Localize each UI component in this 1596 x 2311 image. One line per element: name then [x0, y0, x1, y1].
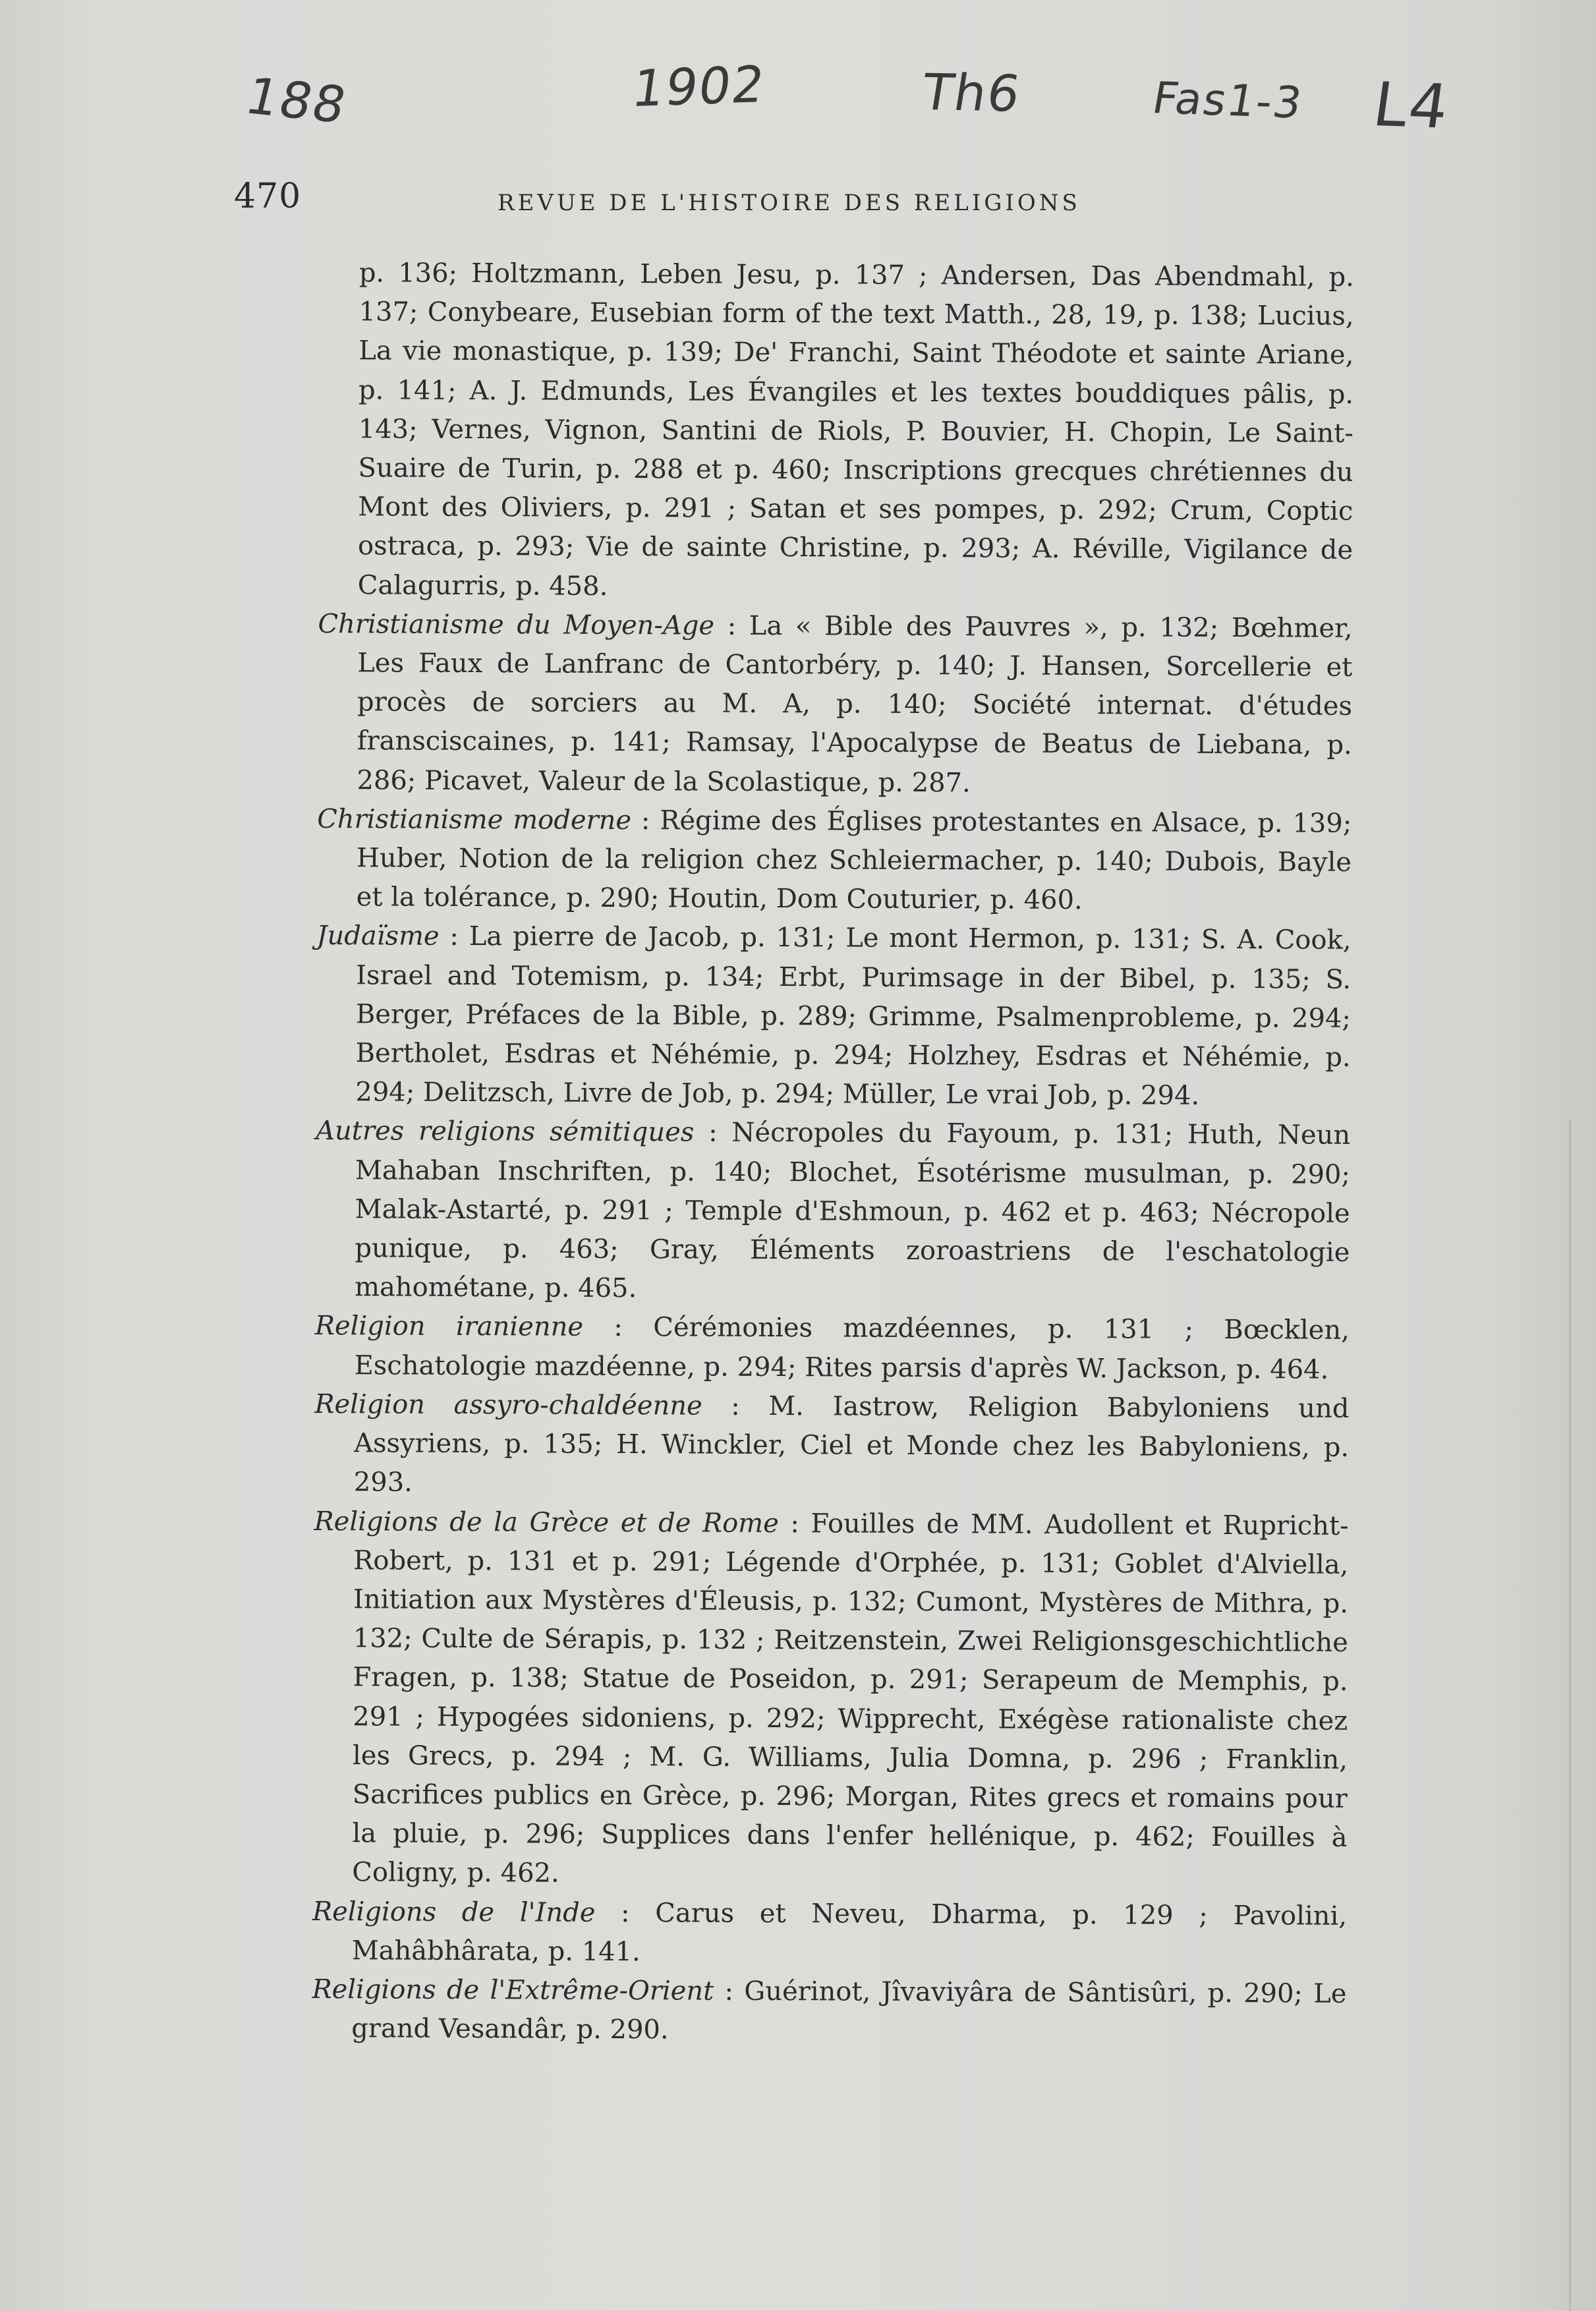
handwritten-note: L4 — [1369, 69, 1454, 142]
section-heading: Religions de l'Inde — [312, 1896, 596, 1928]
entry-text: : Régime des Églises protestantes en Alsace, p. 139; Huber, Notion de la religion chez Schleiermacher, p. 140; Dubois, Bayle et la tolérance, p. 290; Houtin, Dom Couturier, p. 460. — [356, 805, 1352, 916]
entry-text: : Cérémonies mazdéennes, p. 131 ; Bœcklen, Eschatologie mazdéenne, p. 294; Rites parsis d'après W. Jackson, p. 464. — [354, 1312, 1350, 1385]
section-heading: Christianisme du Moyen-Age — [318, 608, 715, 641]
index-entry — [312, 1502, 1349, 1897]
handwritten-note: Th6 — [917, 63, 1025, 123]
section-heading: Religion iranienne — [314, 1311, 584, 1343]
section-heading: Christianisme moderne — [317, 803, 632, 836]
entry-text: : La pierre de Jacob, p. 131; Le mont Hermon, p. 131; S. A. Cook, Israel and Totemism, p. 134; Erbt, Purimsage in der Bibel, p. 135; S. Berger, Préfaces de la Bible, p. 289; Grimme, Psalmenprobleme, p. 294; Bertholet, Esdras et Néhémie, p. 294; Holzhey, Esdras et Néhémie, p. 294; Delitzsch, Livre de Job, p. 294; Müller, Le vrai Job, p. 294. — [355, 921, 1352, 1112]
index-entry — [317, 605, 1352, 805]
index-entry — [314, 1385, 1350, 1506]
index-entry — [358, 254, 1354, 609]
index-entry — [317, 800, 1352, 921]
index-entry — [312, 1893, 1348, 1975]
entry-text: : Nécropoles du Fayoum, p. 131; Huth, Neun Mahaban Inschriften, p. 140; Blochet, Ésotérisme musulman, p. 290; Malak-Astarté, p. 291 ; Temple d'Eshmoun, p. 462 et p. 463; Nécropole punique, p. 463; Gray, Éléments zoroastriens de l'eschatologie mahométane, p. 465. — [355, 1117, 1351, 1304]
entry-text: : Guérinot, Jîvaviyâra de Sântisûri, p. 290; Le grand Vesandâr, p. 290. — [351, 1976, 1347, 2045]
running-head: REVUE DE L'HISTOIRE DES RELIGIONS — [498, 190, 1081, 216]
entry-text: p. 136; Holtzmann, Leben Jesu, p. 137 ; Andersen, Das Abendmahl, p. 137; Conybeare, Eusebian form of the text Matth., 28, 19, p. 138; Lucius, La vie monastique, p. 139; De' Franchi, Saint Théodote et sainte Ariane, p. 141; A. J. Edmunds, Les Évangiles et les textes bouddiques pâlis, p. 143; Vernes, Vignon, Santini de Riols, P. Bouvier, H. Chopin, Le Saint-Suaire de Turin, p. 288 et p. 460; Inscriptions grecques chrétiennes du Mont des Oliviers, p. 291 ; Satan et ses pompes, p. 292; Crum, Coptic ostraca, p. 293; Vie de sainte Christine, p. 293; A. Réville, Vigilance de Calagurris, p. 458. — [357, 258, 1354, 602]
index-entry — [315, 1307, 1350, 1389]
index-body — [312, 254, 1354, 2053]
handwritten-annotations — [0, 46, 1596, 158]
page-header — [234, 177, 1361, 229]
entry-text: : M. Iastrow, Religion Babyloniens und Assyriens, p. 135; H. Winckler, Ciel et Monde chez les Babyloniens, p. 293. — [353, 1390, 1350, 1498]
index-entry — [316, 917, 1351, 1116]
index-entry — [315, 1112, 1350, 1311]
section-heading: Judaïsme — [316, 921, 440, 952]
section-heading: Religions de l'Extrême-Orient — [312, 1974, 714, 2007]
entry-text: : Fouilles de MM. Audollent et Rupricht-Robert, p. 131 et p. 291; Légende d'Orphée, p. 131; Goblet d'Alviella, Initiation aux Mystères d'Éleusis, p. 132; Cumont, Mystères de Mithra, p. 132; Culte de Sérapis, p. 132 ; Reitzenstein, Zwei Religionsgeschichtliche Fragen, p. 138; Statue de Poseidon, p. 291; Serapeum de Memphis, p. 291 ; Hypogées sidoniens, p. 292; Wipprecht, Exégèse rationaliste chez les Grecs, p. 294 ; M. G. Williams, Julia Domna, p. 296 ; Franklin, Sacrifices publics en Grèce, p. 296; Morgan, Rites grecs et romains pour la pluie, p. 296; Supplices dans l'enfer hellénique, p. 462; Fouilles à Coligny, p. 462. — [352, 1508, 1349, 1889]
page-edge-shadow — [1569, 1120, 1571, 2311]
section-heading: Autres religions sémitiques — [316, 1116, 695, 1148]
handwritten-note: 188 — [240, 66, 354, 134]
index-entry — [312, 1970, 1347, 2053]
section-heading: Religions de la Grèce et de Rome — [314, 1506, 779, 1539]
entry-text: : Carus et Neveu, Dharma, p. 129 ; Pavolini, Mahâbhârata, p. 141. — [351, 1897, 1348, 1967]
handwritten-note: Fas1-3 — [1149, 72, 1307, 128]
entry-text: : La « Bible des Pauvres », p. 132; Bœhmer, Les Faux de Lanfranc de Cantorbéry, p. 140; J. Hansen, Sorcellerie et procès de sorciers au M. A, p. 140; Société internat. d'études fransciscaines, p. 141; Ramsay, l'Apocalypse de Beatus de Liebana, p. 286; Picavet, Valeur de la Scolastique, p. 287. — [356, 610, 1353, 798]
page-number: 470 — [234, 177, 302, 216]
section-heading: Religion assyro-chaldéenne — [314, 1388, 702, 1421]
handwritten-note: 1902 — [628, 54, 770, 119]
